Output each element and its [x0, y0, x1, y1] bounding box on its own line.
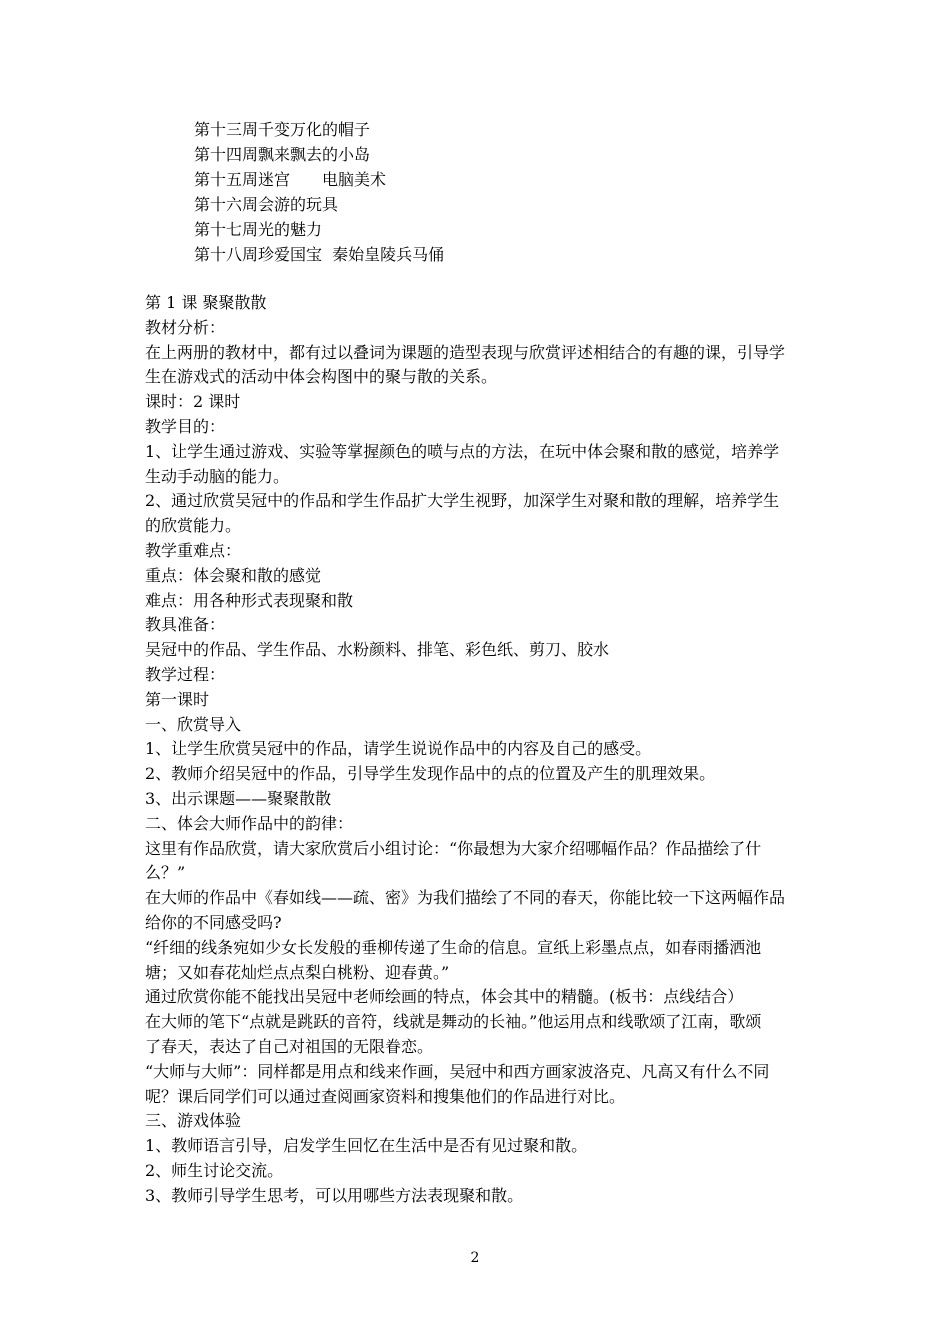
lesson-plan-body — [145, 291, 810, 1208]
paragraph-line: “大师与大师”：同样都是用点和线来作画，吴冠中和西方画家波洛克、凡高又有什么不同 — [145, 1061, 770, 1081]
paragraph-line: 第一课时 — [145, 689, 210, 709]
paragraph-line: 这里有作品欣赏，请大家欣赏后小组讨论：“你最想为大家介绍哪幅作品？作品描绘了什 — [145, 838, 762, 858]
section-heading: 二、体会大师作品中的韵律： — [145, 813, 354, 833]
paragraph-line: 3、出示课题——聚聚散散 — [145, 788, 332, 808]
section-heading: 教材分析： — [145, 317, 226, 337]
paragraph-line: 1、让学生通过游戏、实验等掌握颜色的喷与点的方法，在玩中体会聚和散的感觉，培养学 — [145, 441, 780, 461]
paragraph-line: 呢？课后同学们可以通过查阅画家资料和搜集他们的作品进行对比。 — [145, 1086, 626, 1106]
paragraph-line: 的欣赏能力。 — [145, 516, 242, 536]
paragraph-line: 在上两册的教材中，都有过以叠词为课题的造型表现与欣赏评述相结合的有趣的课，引导学 — [145, 342, 786, 362]
week-item: 第十六周会游的玩具 — [194, 195, 339, 214]
paragraph-line: 吴冠中的作品、学生作品、水粉颜料、排笔、彩色纸、剪刀、胶水 — [145, 640, 610, 660]
paragraph-line: 么？” — [145, 863, 186, 883]
paragraph-line: 课时：2 课时 — [145, 392, 241, 412]
paragraph-line: 给你的不同感受吗? — [145, 912, 282, 932]
section-heading: 教学过程： — [145, 664, 226, 684]
section-heading: 教学目的： — [145, 416, 226, 436]
paragraph-line: 3、教师引导学生思考，可以用哪些方法表现聚和散。 — [145, 1185, 524, 1205]
paragraph-line: 生在游戏式的活动中体会构图中的聚与散的关系。 — [145, 367, 498, 387]
paragraph-line: 通过欣赏你能不能找出吴冠中老师绘画的特点，体会其中的精髓。(板书：点线结合） — [145, 987, 744, 1007]
section-heading: 三、游戏体验 — [145, 1111, 242, 1131]
paragraph-line: 1、让学生欣赏吴冠中的作品，请学生说说作品中的内容及自己的感受。 — [145, 739, 652, 759]
paragraph-line: 2、通过欣赏吴冠中的作品和学生作品扩大学生视野，加深学生对聚和散的理解，培养学生 — [145, 491, 780, 511]
paragraph-line: 了春天，表达了自己对祖国的无限眷恋。 — [145, 1036, 434, 1056]
week-item: 第十七周光的魅力 — [194, 220, 323, 239]
lesson-title: 第 1 课 聚聚散散 — [145, 293, 267, 312]
week-schedule-list — [194, 117, 794, 267]
paragraph-line: 重点：体会聚和散的感觉 — [145, 565, 322, 585]
week-item: 第十四周飘来飘去的小岛 — [194, 145, 371, 164]
paragraph-line: 1、教师语言引导，启发学生回忆在生活中是否有见过聚和散。 — [145, 1136, 588, 1156]
section-heading: 教具准备： — [145, 615, 226, 635]
paragraph-line: 在大师的笔下“点就是跳跃的音符，线就是舞动的长袖。”他运用点和线歌颂了江南，歌颂 — [145, 1012, 762, 1032]
section-heading: 教学重难点： — [145, 540, 242, 560]
paragraph-line: 2、教师介绍吴冠中的作品，引导学生发现作品中的点的位置及产生的肌理效果。 — [145, 764, 716, 784]
page-number: 2 — [470, 1250, 480, 1266]
paragraph-line: 2、师生讨论交流。 — [145, 1160, 284, 1180]
week-item: 第十三周千变万化的帽子 — [194, 120, 371, 139]
section-heading: 一、欣赏导入 — [145, 714, 242, 734]
week-item: 第十五周迷宫 电脑美术 — [194, 170, 387, 189]
paragraph-line: “纤细的线条宛如少女长发般的垂柳传递了生命的信息。宣纸上彩墨点点，如春雨播洒池 — [145, 937, 762, 957]
paragraph-line: 难点：用各种形式表现聚和散 — [145, 590, 354, 610]
paragraph-line: 在大师的作品中《春如线——疏、密》为我们描绘了不同的春天，你能比较一下这两幅作品 — [145, 888, 786, 908]
paragraph-line: 塘；又如春花灿烂点点梨白桃粉、迎春黄。” — [145, 962, 450, 982]
week-item: 第十八周珍爱国宝 秦始皇陵兵马俑 — [194, 245, 445, 264]
paragraph-line: 生动手动脑的能力。 — [145, 466, 290, 486]
